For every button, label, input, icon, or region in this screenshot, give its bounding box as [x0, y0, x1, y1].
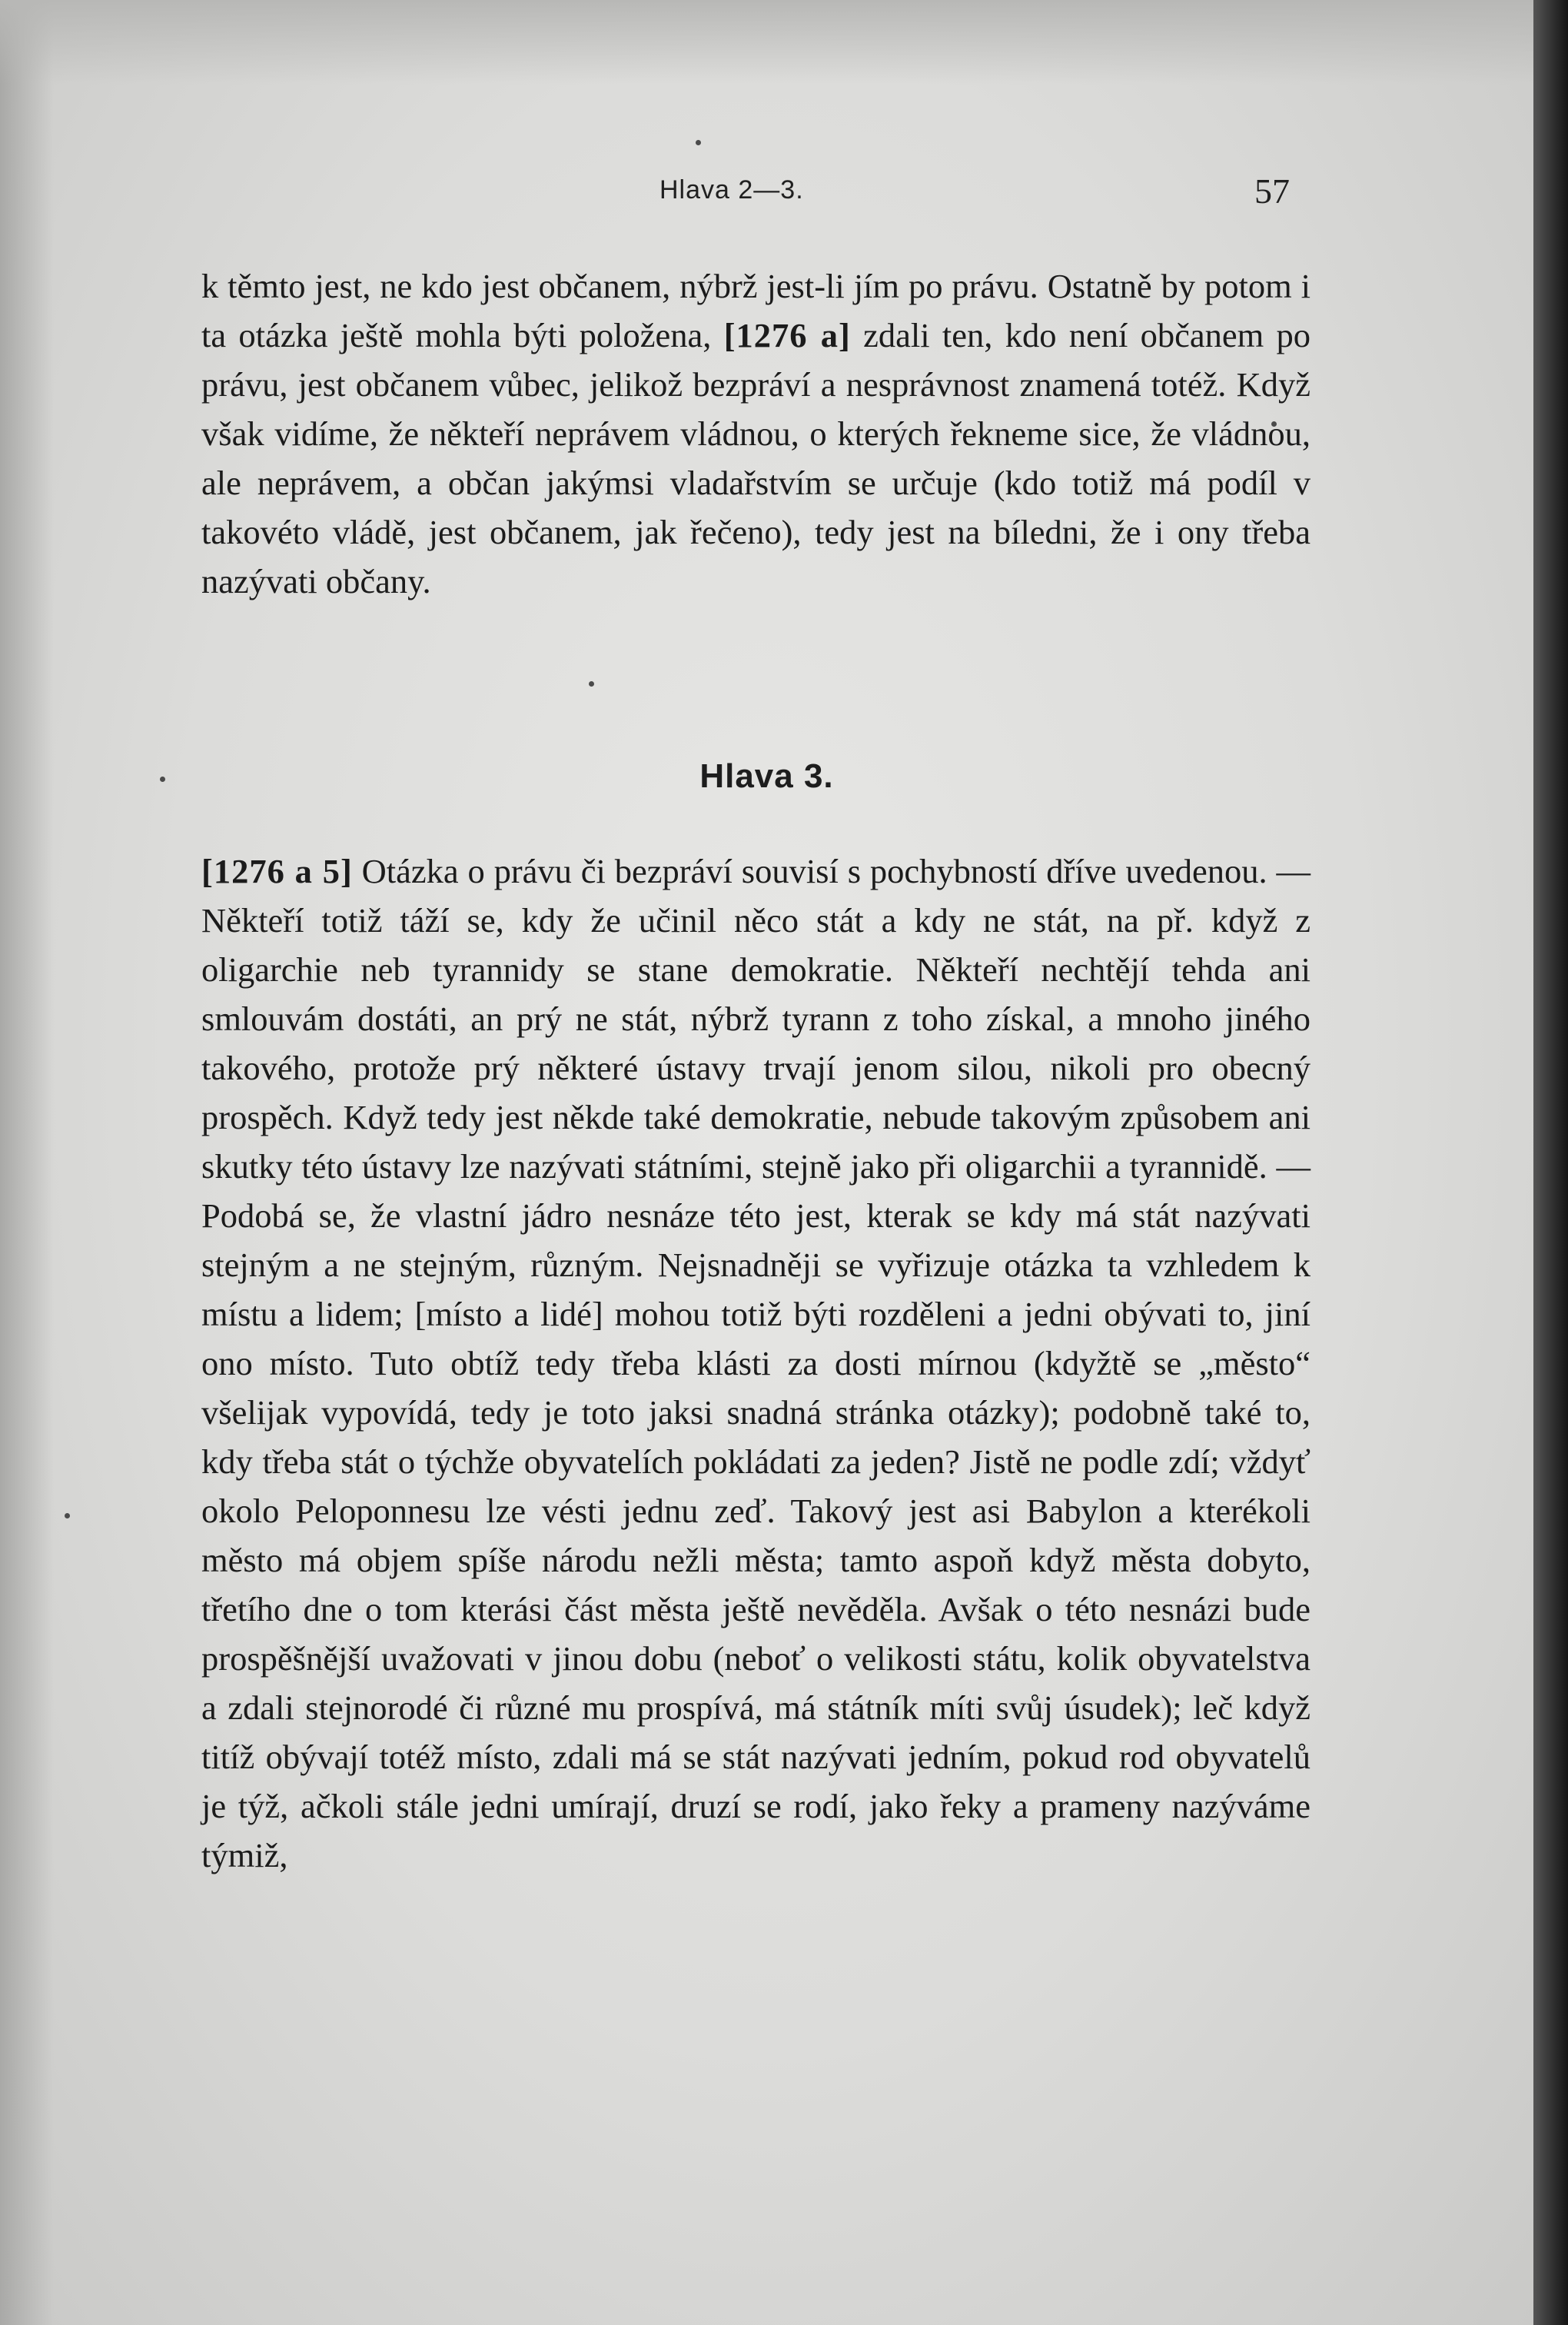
scan-speck — [696, 140, 701, 145]
marginal-reference: [1276 a 5] — [201, 852, 353, 890]
paragraph-2-text — [201, 847, 1311, 1880]
binding-shadow — [0, 0, 54, 2325]
scan-speck — [65, 1513, 70, 1518]
page-edge — [1533, 0, 1568, 2325]
paragraph-2 — [201, 847, 1311, 1880]
chapter-heading: Hlava 3. — [699, 757, 834, 795]
top-shadow — [0, 0, 1533, 85]
paragraph-1 — [201, 261, 1311, 606]
scan-speck — [589, 681, 594, 687]
paragraph-1-part-b: zdali ten, kdo není občanem po právu, jest občanem vůbec, jelikož bezpráví a nesprávnost znamená totéž. Když však vidíme, že někteří neprávem vládnou, o kterých řekneme sice, že vládnou, ale neprávem, a občan jakýmsi vladařstvím se určuje (kdo totiž má podíl v takovéto vládě, jest občanem, jak řečeno), tedy jest na bíledni, že i ony třeba nazývati občany. — [201, 316, 1311, 600]
running-title: Hlava 2—3. — [659, 175, 804, 205]
paragraph-2-body: Otázka o právu či bezpráví souvisí s pochybností dříve uvedenou. — Někteří totiž táží se, kdy že učinil něco stát a kdy ne stát, na př. když z oligarchie neb tyrannidy se stane demokratie. Někteří nechtějí tehda ani smlouvám dostáti, an prý ne stát, nýbrž tyrann z toho získal, a mnoho jiného takového, protože prý některé ústavy trvají jenom silou, nikoli pro obecný prospěch. Když tedy jest někde také demokratie, nebude takovým způsobem ani skutky této ústavy lze nazývati státními, stejně jako při oligarchii a tyrannidě. — Podobá se, že vlastní jádro nesnáze této jest, kterak se kdy má stát nazývati stejným a ne stejným, různým. Nejsnadněji se vyřizuje otázka ta vzhledem k místu a lidem; [místo a lidé] mohou totiž býti rozděleni a jedni obývati to, jiní ono místo. Tuto obtíž tedy třeba klásti za dosti mírnou (kdyžtě se „město“ všelijak vypovídá, tedy je toto jaksi snadná stránka otázky); podobně také to, kdy třeba stát o týchže obyvatelích pokládati za jeden? Jistě ne podle zdí; vždyť okolo Peloponnesu lze vésti jednu zeď. Takový jest asi Babylon a kterékoli město má objem spíše národu nežli města; tamto aspoň když města dobyto, třetího dne o tom kterási část města ještě nevěděla. Avšak o této nesnázi bude prospěšnější uvažovati v jinou dobu (neboť o velikosti státu, kolik obyvatelstva a zdali stejnorodé či různé mu prospívá, má státník míti svůj úsudek); leč když titíž obývají totéž místo, zdali má se stát nazývati jedním, pokud rod obyvatelů je týž, ačkoli stále jedni umírají, druzí se rodí, jako řeky a prameny nazýváme týmiž, — [201, 852, 1311, 1874]
marginal-reference: [1276 a] — [723, 316, 851, 354]
paragraph-1-part-a: k těmto jest, ne kdo jest občanem, nýbrž jest-li jím po právu. Ostatně by potom i ta otázka ještě mohla býti položena, — [201, 267, 1311, 354]
paragraph-1-text — [201, 261, 1311, 606]
page-number: 57 — [1254, 171, 1290, 211]
